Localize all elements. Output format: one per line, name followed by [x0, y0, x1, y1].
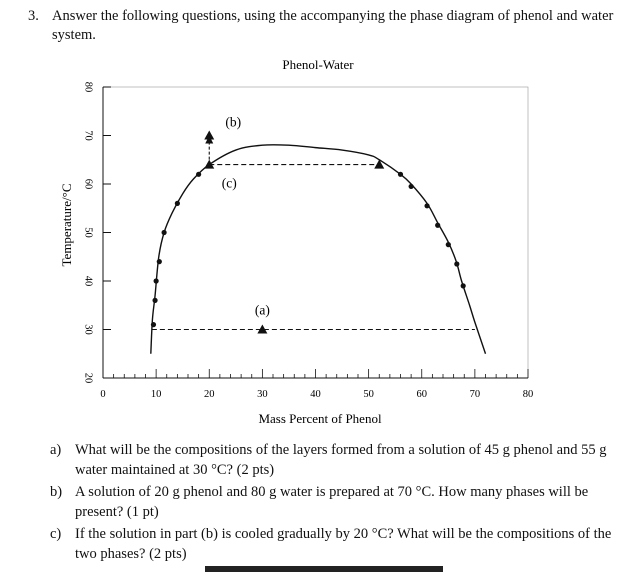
x-tick-label-0: 0: [100, 389, 106, 400]
data-point-10: [435, 223, 440, 228]
plot-frame: [103, 87, 528, 378]
x-tick-label-70: 70: [469, 389, 481, 400]
data-point-4: [161, 230, 166, 235]
data-point-7: [398, 172, 403, 177]
part-b: [50, 482, 630, 522]
data-point-3: [157, 259, 162, 264]
data-point-6: [196, 172, 201, 177]
y-tick-label-40: 40: [82, 275, 94, 287]
state-label-0: (a): [254, 302, 270, 318]
data-point-9: [424, 203, 429, 208]
y-tick-label-50: 50: [82, 227, 94, 238]
x-tick-label-80: 80: [522, 389, 534, 400]
part-c-letter: c): [50, 526, 62, 542]
part-c: [50, 524, 630, 564]
state-marker-3: [374, 160, 384, 169]
y-tick-label-20: 20: [82, 372, 94, 384]
bottom-scroll-bar[interactable]: [205, 566, 443, 572]
question-number: 3.: [28, 8, 39, 24]
chart-title: Phenol-Water: [282, 57, 354, 72]
data-point-1: [152, 298, 157, 303]
state-marker-1: [204, 131, 214, 140]
tie-lines: [152, 136, 475, 330]
data-point-2: [154, 278, 159, 283]
state-label-1: (b): [225, 114, 242, 130]
part-c-text: If the solution in part (b) is cooled gradually by 20 °C? What will be the compositions of the two phases? (2 pts): [75, 526, 612, 562]
data-point-13: [461, 283, 466, 288]
question-parts: [50, 440, 630, 566]
x-tick-label-50: 50: [363, 389, 374, 400]
x-tick-label-20: 20: [204, 389, 215, 400]
y-tick-label-60: 60: [82, 178, 94, 190]
y-axis-label: Temperature/°C: [59, 183, 74, 267]
y-tick-label-30: 30: [82, 324, 94, 335]
part-a-text: What will be the compositions of the layers formed from a solution of 45 g phenol and 55 g water maintained at 30 °C? (2 pts): [75, 442, 607, 478]
data-point-12: [454, 261, 459, 266]
coexistence-curve-path: [151, 145, 486, 354]
data-point-0: [151, 322, 156, 327]
y-tick-label-80: 80: [82, 81, 94, 93]
x-tick-label-10: 10: [150, 389, 162, 400]
data-point-5: [175, 201, 180, 206]
y-tick-label-70: 70: [82, 130, 94, 141]
x-tick-label-60: 60: [416, 389, 427, 400]
x-tick-label-40: 40: [310, 389, 321, 400]
data-point-11: [446, 242, 451, 247]
x-axis-label: Mass Percent of Phenol: [258, 411, 382, 426]
question-text: Answer the following questions, using the accompanying the phase diagram of phenol and water system.: [52, 8, 614, 43]
state-markers: [204, 115, 384, 334]
x-tick-label-30: 30: [257, 389, 268, 400]
data-points: [151, 172, 466, 328]
part-b-letter: b): [50, 484, 63, 500]
part-b-text: A solution of 20 g phenol and 80 g water is prepared at 70 °C. How many phases will be present? (1 pt): [75, 484, 589, 520]
data-point-8: [409, 184, 414, 189]
state-label-2: (c): [221, 175, 237, 191]
phase-diagram: [0, 50, 637, 435]
part-a: [50, 440, 630, 480]
part-a-letter: a): [50, 442, 62, 458]
coexistence-curve: [151, 145, 486, 354]
